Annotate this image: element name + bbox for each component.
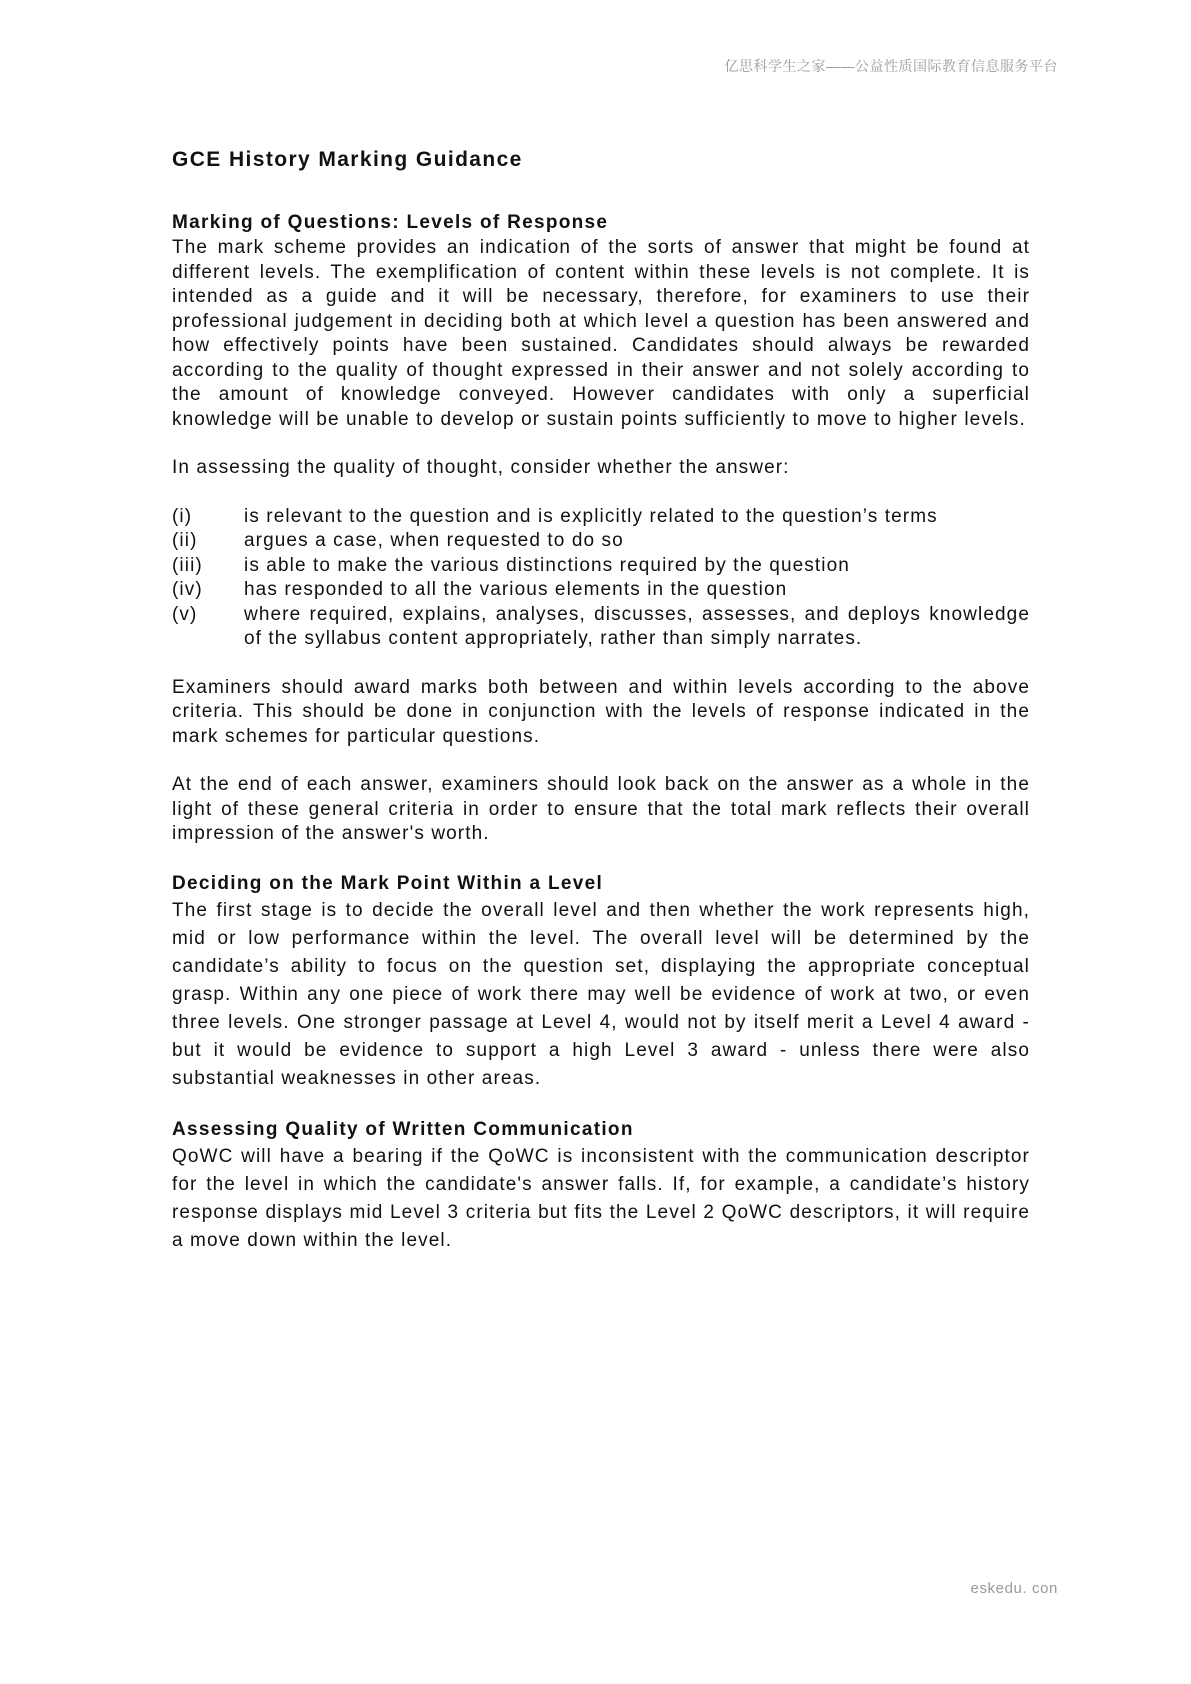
criteria-item — [172, 505, 1030, 530]
criteria-text: is relevant to the question and is explicitly related to the question’s terms — [244, 505, 938, 527]
criteria-marker: (ii) — [172, 530, 198, 551]
body-paragraph: Examiners should award marks both between and within levels according to the above criteria. This should be done in conjunction with the levels of response indicated in the mark schemes for particular questions. — [172, 676, 1030, 747]
criteria-text: is able to make the various distinctions required by the question — [244, 554, 850, 576]
section-quality-of-written-communication — [172, 1117, 1030, 1255]
header-watermark: 亿思科学生之家——公益性质国际教育信息服务平台 — [724, 58, 1058, 74]
criteria-marker: (v) — [172, 603, 198, 625]
criteria-item — [172, 578, 1030, 603]
criteria-list — [172, 505, 1030, 652]
body-paragraph: The first stage is to decide the overall level and then whether the work represents high, mid or low performance within the level. The overall level will be determined by the candidate’s ability to focus on the question set, displaying the appropriate conceptual grasp. Within any one piece of work there may well be evidence of work at two, or even three levels. One stronger passage at Level 4, would not by itself merit a Level 4 award - but it would be evidence to support a high Level 3 award - unless there were also substantial weaknesses in other areas. — [172, 899, 1030, 1089]
page-title: GCE History Marking Guidance — [172, 148, 523, 171]
body-paragraph: In assessing the quality of thought, consider whether the answer: — [172, 457, 790, 478]
criteria-text: where required, explains, analyses, discusses, assesses, and deploys knowledge of the syllabus content appropriately, rather than simply narrates. — [244, 603, 1030, 649]
criteria-text: has responded to all the various elements in the question — [244, 579, 788, 600]
criteria-item — [172, 554, 1030, 579]
criteria-item — [172, 603, 1030, 652]
body-paragraph: At the end of each answer, examiners should look back on the answer as a whole in the light of these general criteria in order to ensure that the total mark reflects their overall impression of the answer's worth. — [172, 774, 1030, 844]
criteria-item — [172, 529, 1030, 554]
section-mark-point-within-level — [172, 871, 1030, 1093]
body-paragraph: The mark scheme provides an indication of the sorts of answer that might be found at different levels. The exemplification of content within these levels is not complete. It is intended as a guide and it will be necessary, therefore, for examiners to use their professional judgement in deciding both at which level a question has been answered and how effectively points have been sustained. Candidates should always be rewarded according to the quality of thought expressed in their answer and not solely according to the amount of knowledge conveyed. However candidates with only a superficial knowledge will be unable to develop or sustain points sufficiently to move to higher levels. — [172, 237, 1030, 430]
section-heading: Assessing Quality of Written Communication — [172, 1118, 634, 1140]
criteria-text: argues a case, when requested to do so — [244, 530, 624, 551]
section-heading: Marking of Questions: Levels of Response — [172, 212, 609, 233]
section-levels-of-response — [172, 210, 1030, 847]
criteria-marker: (i) — [172, 505, 193, 527]
document-body — [172, 144, 1030, 1255]
criteria-marker: (iii) — [172, 554, 203, 576]
body-paragraph: QoWC will have a bearing if the QoWC is inconsistent with the communication descriptor for the level in which the candidate's answer falls. If, for example, a candidate’s history response displays mid Level 3 criteria but fits the Level 2 QoWC descriptors, it will require a move down within the level. — [172, 1145, 1030, 1251]
section-heading: Deciding on the Mark Point Within a Level — [172, 872, 604, 894]
footer-site-text: eskedu. con — [970, 1580, 1058, 1597]
criteria-marker: (iv) — [172, 579, 203, 600]
